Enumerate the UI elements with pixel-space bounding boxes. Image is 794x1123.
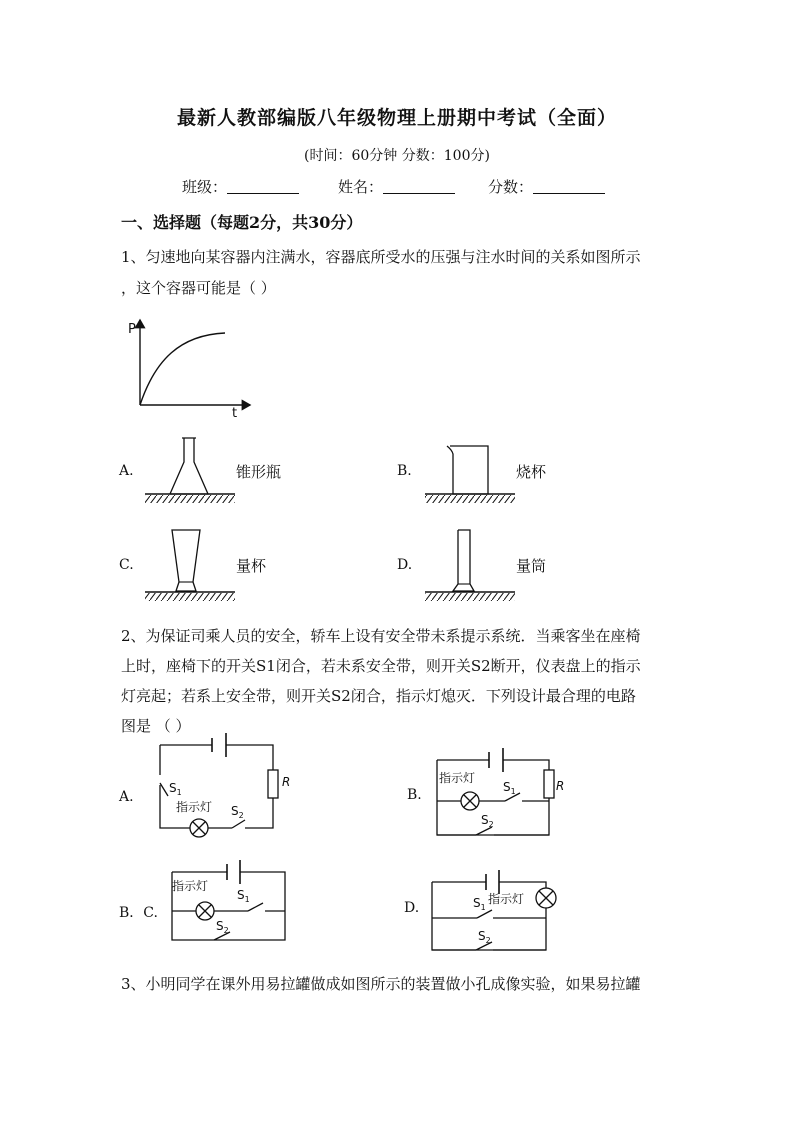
circuit-d-s1-label: $S_1$: [473, 896, 486, 912]
circuit-b-lamp-label: 指示灯: [439, 771, 476, 785]
page-title: 最新人教部编版八年级物理上册期中考试（全面）: [176, 107, 617, 129]
score-label: 分数：: [488, 178, 534, 196]
q2-option-b-letter[interactable]: B.: [407, 787, 422, 803]
q2-option-a-letter[interactable]: A.: [119, 789, 134, 805]
switch-s1-icon: [160, 783, 168, 796]
q1-option-c-letter[interactable]: C.: [119, 557, 134, 573]
lamp-cross: [193, 822, 205, 834]
q1-option-d-letter[interactable]: D.: [397, 557, 413, 573]
circuit-d: [432, 870, 556, 950]
question-3-line-1: 3、小明同学在课外用易拉罐做成如图所示的装置做小孔成像实验，如果易拉罐: [121, 975, 641, 993]
circuit-d-lamp-label: 指示灯: [488, 892, 525, 906]
q1-option-a-name: 锥形瓶: [236, 463, 282, 481]
section-heading: 一、选择题（每题2分，共30分）: [121, 213, 363, 232]
circuit-a: [160, 733, 278, 837]
circuit-a-r-label: R: [282, 775, 291, 789]
lamp-cross: [464, 795, 476, 807]
q2-option-d-letter[interactable]: D.: [404, 900, 420, 916]
q1-option-c-name: 量杯: [236, 557, 267, 575]
question-1-line-2: ，这个容器可能是（ ）: [121, 279, 276, 297]
q1-option-b-letter[interactable]: B.: [397, 463, 412, 479]
name-label: 姓名：: [338, 178, 384, 196]
q2-option-c-letter[interactable]: B．C.: [119, 905, 158, 921]
circuit-b-s2-label: $S_2$: [481, 813, 494, 829]
circuit-a-lamp-label: 指示灯: [176, 800, 213, 814]
question-1-line-1: 1、匀速地向某容器内注满水，容器底所受水的压强与注水时间的关系如图所示: [121, 248, 641, 266]
class-label: 班级：: [182, 178, 228, 196]
circuit-a-s2-label: $S_2$: [231, 804, 244, 820]
q1-option-b-name: 烧杯: [516, 463, 547, 481]
switch-s1-icon: [248, 903, 263, 911]
resistor-icon: [268, 770, 278, 798]
graph-x-label: t: [232, 406, 238, 421]
switch-s2-icon: [232, 820, 245, 828]
question-2-line-3: 灯亮起；若系上安全带，则开关S2闭合，指示灯熄灭．下列设计最合理的电路: [121, 687, 636, 705]
resistor-icon: [544, 770, 554, 798]
lamp-cross: [539, 891, 553, 905]
circuit-b-r-label: R: [556, 779, 565, 793]
circuit-c-s2-label: $S_2$: [216, 919, 229, 935]
question-2-line-2: 上时，座椅下的开关S1闭合，若未系安全带，则开关S2断开，仪表盘上的指示: [121, 657, 641, 675]
circuit-c-s1-label: $S_1$: [237, 888, 250, 904]
q1-option-d-name: 量筒: [516, 557, 547, 575]
circuit-c-lamp-label: 指示灯: [172, 879, 209, 893]
question-2-line-1: 2、为保证司乘人员的安全，轿车上设有安全带未系提示系统．当乘客坐在座椅: [121, 627, 641, 645]
circuit-a-s1-label: $S_1$: [169, 781, 182, 797]
q1-option-a-letter[interactable]: A.: [119, 463, 134, 479]
graph-y-label: P: [128, 322, 136, 337]
lamp-cross: [199, 905, 211, 917]
circuit-d-s2-label: $S_2$: [478, 929, 491, 945]
circuit-b-s1-label: $S_1$: [503, 780, 516, 796]
question-2-line-4: 图是 （ ）: [121, 717, 191, 735]
circuit-b: [437, 748, 554, 835]
exam-meta: (时间：60分钟 分数：100分): [304, 148, 490, 164]
